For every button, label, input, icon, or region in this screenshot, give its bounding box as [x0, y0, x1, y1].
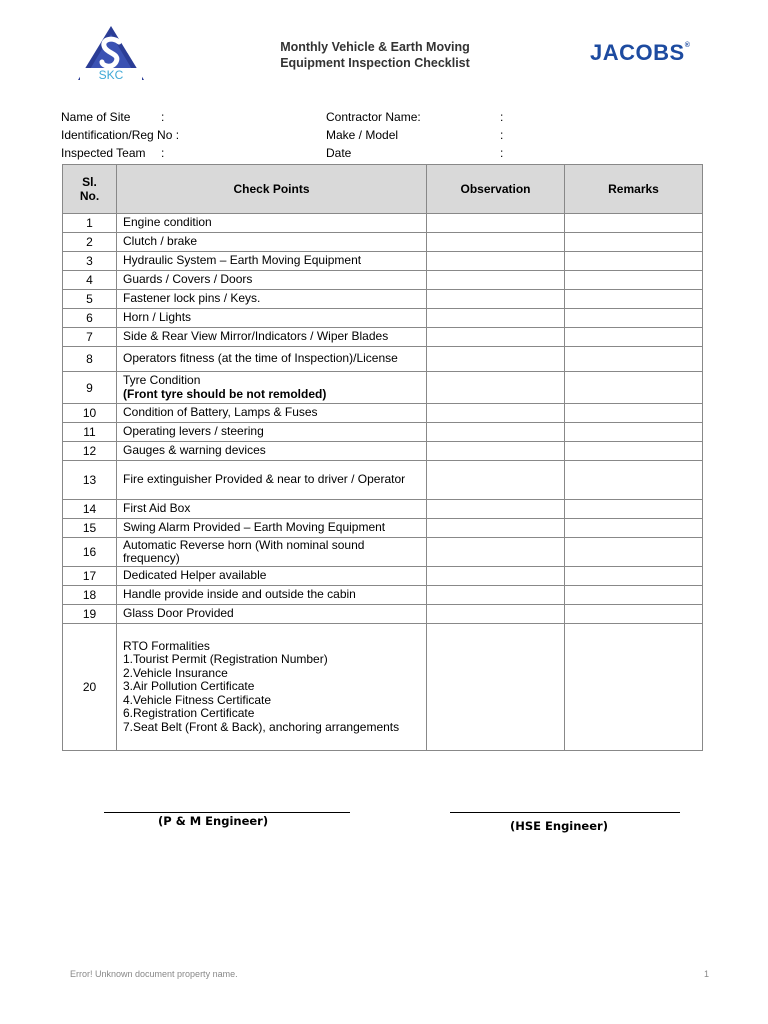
row-number: 4 [63, 271, 117, 290]
remarks-cell[interactable] [565, 404, 703, 423]
inspection-checklist-table [62, 164, 703, 751]
header-sl-no [63, 165, 117, 214]
observation-cell[interactable] [427, 500, 565, 519]
remarks-cell[interactable] [565, 605, 703, 624]
check-point: Gauges & warning devices [117, 442, 427, 461]
rto-line: 1.Tourist Permit (Registration Number) [123, 652, 328, 667]
remarks-cell[interactable] [565, 442, 703, 461]
observation-cell[interactable] [427, 519, 565, 538]
skc-logo [76, 24, 146, 82]
header-check-points: Check Points [117, 165, 427, 214]
footer-property-error: Error! Unknown document property name. [70, 969, 238, 979]
check-point: Operators fitness (at the time of Inspection)/License [117, 347, 427, 372]
team-label: Inspected Team [61, 146, 146, 160]
document-title [240, 39, 510, 71]
row-number: 6 [63, 309, 117, 328]
page-number: 1 [704, 969, 710, 979]
check-point: Handle provide inside and outside the cabin [117, 586, 427, 605]
observation-cell[interactable] [427, 328, 565, 347]
table-row [63, 309, 703, 328]
table-row [63, 461, 703, 500]
check-point: Automatic Reverse horn (With nominal sound frequency) [117, 538, 427, 567]
row-number: 7 [63, 328, 117, 347]
check-point: Swing Alarm Provided – Earth Moving Equipment [117, 519, 427, 538]
row-number: 15 [63, 519, 117, 538]
header-remarks: Remarks [565, 165, 703, 214]
check-point: Side & Rear View Mirror/Indicators / Wiper Blades [117, 328, 427, 347]
check-point: Horn / Lights [117, 309, 427, 328]
table-row [63, 538, 703, 567]
date-label: Date [326, 146, 352, 160]
rto-line: 4.Vehicle Fitness Certificate [123, 692, 272, 707]
check-point: Fastener lock pins / Keys. [117, 290, 427, 309]
rto-line: 6.Registration Certificate [123, 706, 255, 721]
table-row [63, 605, 703, 624]
check-point: Guards / Covers / Doors [117, 271, 427, 290]
row-number: 3 [63, 252, 117, 271]
make-label: Make / Model [326, 128, 399, 142]
table-row [63, 233, 703, 252]
remarks-cell[interactable] [565, 233, 703, 252]
check-point-text: Tyre Condition [123, 373, 201, 387]
date-colon: : [500, 146, 504, 160]
check-point: Hydraulic System – Earth Moving Equipment [117, 252, 427, 271]
observation-cell[interactable] [427, 309, 565, 328]
observation-cell[interactable] [427, 538, 565, 567]
row-number: 12 [63, 442, 117, 461]
row-number: 5 [63, 290, 117, 309]
table-row [63, 404, 703, 423]
table-row [63, 290, 703, 309]
remarks-cell[interactable] [565, 214, 703, 233]
check-point: Condition of Battery, Lamps & Fuses [117, 404, 427, 423]
remarks-cell[interactable] [565, 423, 703, 442]
row-number: 20 [63, 624, 117, 751]
observation-cell[interactable] [427, 624, 565, 751]
site-colon: : [161, 110, 165, 124]
table-header-row [63, 165, 703, 214]
check-point: Clutch / brake [117, 233, 427, 252]
rto-line: RTO Formalities [123, 638, 210, 653]
table-row [63, 567, 703, 586]
jacobs-logo-text: JACOBS [590, 40, 685, 65]
check-point: Fire extinguisher Provided & near to driver / Operator [117, 461, 427, 500]
observation-cell[interactable] [427, 461, 565, 500]
row-number: 18 [63, 586, 117, 605]
row-number: 1 [63, 214, 117, 233]
hse-signature-line[interactable] [450, 812, 680, 813]
row-number: 14 [63, 500, 117, 519]
check-point: Engine condition [117, 214, 427, 233]
table-row [63, 347, 703, 372]
observation-cell[interactable] [427, 214, 565, 233]
observation-cell[interactable] [427, 442, 565, 461]
check-point: First Aid Box [117, 500, 427, 519]
title-line-1: Monthly Vehicle & Earth Moving [280, 40, 470, 54]
contractor-label: Contractor Name: [326, 110, 421, 124]
registered-mark: ® [684, 42, 691, 49]
pm-engineer-label: (P & M Engineer) [158, 814, 269, 828]
jacobs-logo [590, 40, 730, 68]
table-row [63, 624, 703, 751]
observation-cell[interactable] [427, 605, 565, 624]
row-number: 9 [63, 372, 117, 404]
remarks-cell[interactable] [565, 567, 703, 586]
remarks-cell[interactable] [565, 538, 703, 567]
remarks-cell[interactable] [565, 271, 703, 290]
row-number: 2 [63, 233, 117, 252]
row-number: 13 [63, 461, 117, 500]
check-point: Operating levers / steering [117, 423, 427, 442]
remarks-cell[interactable] [565, 290, 703, 309]
remarks-cell[interactable] [565, 500, 703, 519]
remarks-cell[interactable] [565, 347, 703, 372]
pm-signature-line[interactable] [104, 812, 350, 813]
make-colon: : [500, 128, 504, 142]
observation-cell[interactable] [427, 567, 565, 586]
observation-cell[interactable] [427, 586, 565, 605]
table-row [63, 252, 703, 271]
table-row [63, 519, 703, 538]
table-row [63, 423, 703, 442]
observation-cell[interactable] [427, 372, 565, 404]
rto-line: 3.Air Pollution Certificate [123, 679, 255, 694]
table-row [63, 586, 703, 605]
remarks-cell[interactable] [565, 519, 703, 538]
row-number: 11 [63, 423, 117, 442]
row-number: 16 [63, 538, 117, 567]
row-number: 8 [63, 347, 117, 372]
remarks-cell[interactable] [565, 328, 703, 347]
remarks-cell[interactable] [565, 461, 703, 500]
check-point [117, 624, 427, 751]
remarks-cell[interactable] [565, 624, 703, 751]
row-number: 19 [63, 605, 117, 624]
check-point: Dedicated Helper available [117, 567, 427, 586]
table-row [63, 372, 703, 404]
table-row [63, 442, 703, 461]
rto-line: 2.Vehicle Insurance [123, 665, 228, 680]
observation-cell[interactable] [427, 252, 565, 271]
table-row [63, 214, 703, 233]
title-line-2: Equipment Inspection Checklist [280, 56, 470, 70]
remarks-cell[interactable] [565, 372, 703, 404]
remarks-cell[interactable] [565, 252, 703, 271]
table-row [63, 328, 703, 347]
table-row [63, 271, 703, 290]
check-point [117, 372, 427, 404]
row-number: 17 [63, 567, 117, 586]
observation-cell[interactable] [427, 271, 565, 290]
remarks-cell[interactable] [565, 309, 703, 328]
observation-cell[interactable] [427, 347, 565, 372]
header-sl-line1: Sl. [82, 175, 97, 189]
remarks-cell[interactable] [565, 586, 703, 605]
hse-engineer-label: (HSE Engineer) [510, 819, 608, 833]
skc-logo-text: SKC [98, 68, 124, 82]
observation-cell[interactable] [427, 290, 565, 309]
check-point-note: (Front tyre should be not remolded) [123, 386, 327, 401]
contractor-colon: : [500, 110, 504, 124]
team-colon: : [161, 146, 165, 160]
id-label: Identification/Reg No : [61, 128, 180, 142]
rto-line: 7.Seat Belt (Front & Back), anchoring arrangements [123, 719, 400, 734]
observation-cell[interactable] [427, 423, 565, 442]
observation-cell[interactable] [427, 404, 565, 423]
row-number: 10 [63, 404, 117, 423]
table-row [63, 500, 703, 519]
check-point: Glass Door Provided [117, 605, 427, 624]
header-observation: Observation [427, 165, 565, 214]
header-sl-line2: No. [79, 189, 100, 203]
observation-cell[interactable] [427, 233, 565, 252]
site-label: Name of Site [61, 110, 131, 124]
